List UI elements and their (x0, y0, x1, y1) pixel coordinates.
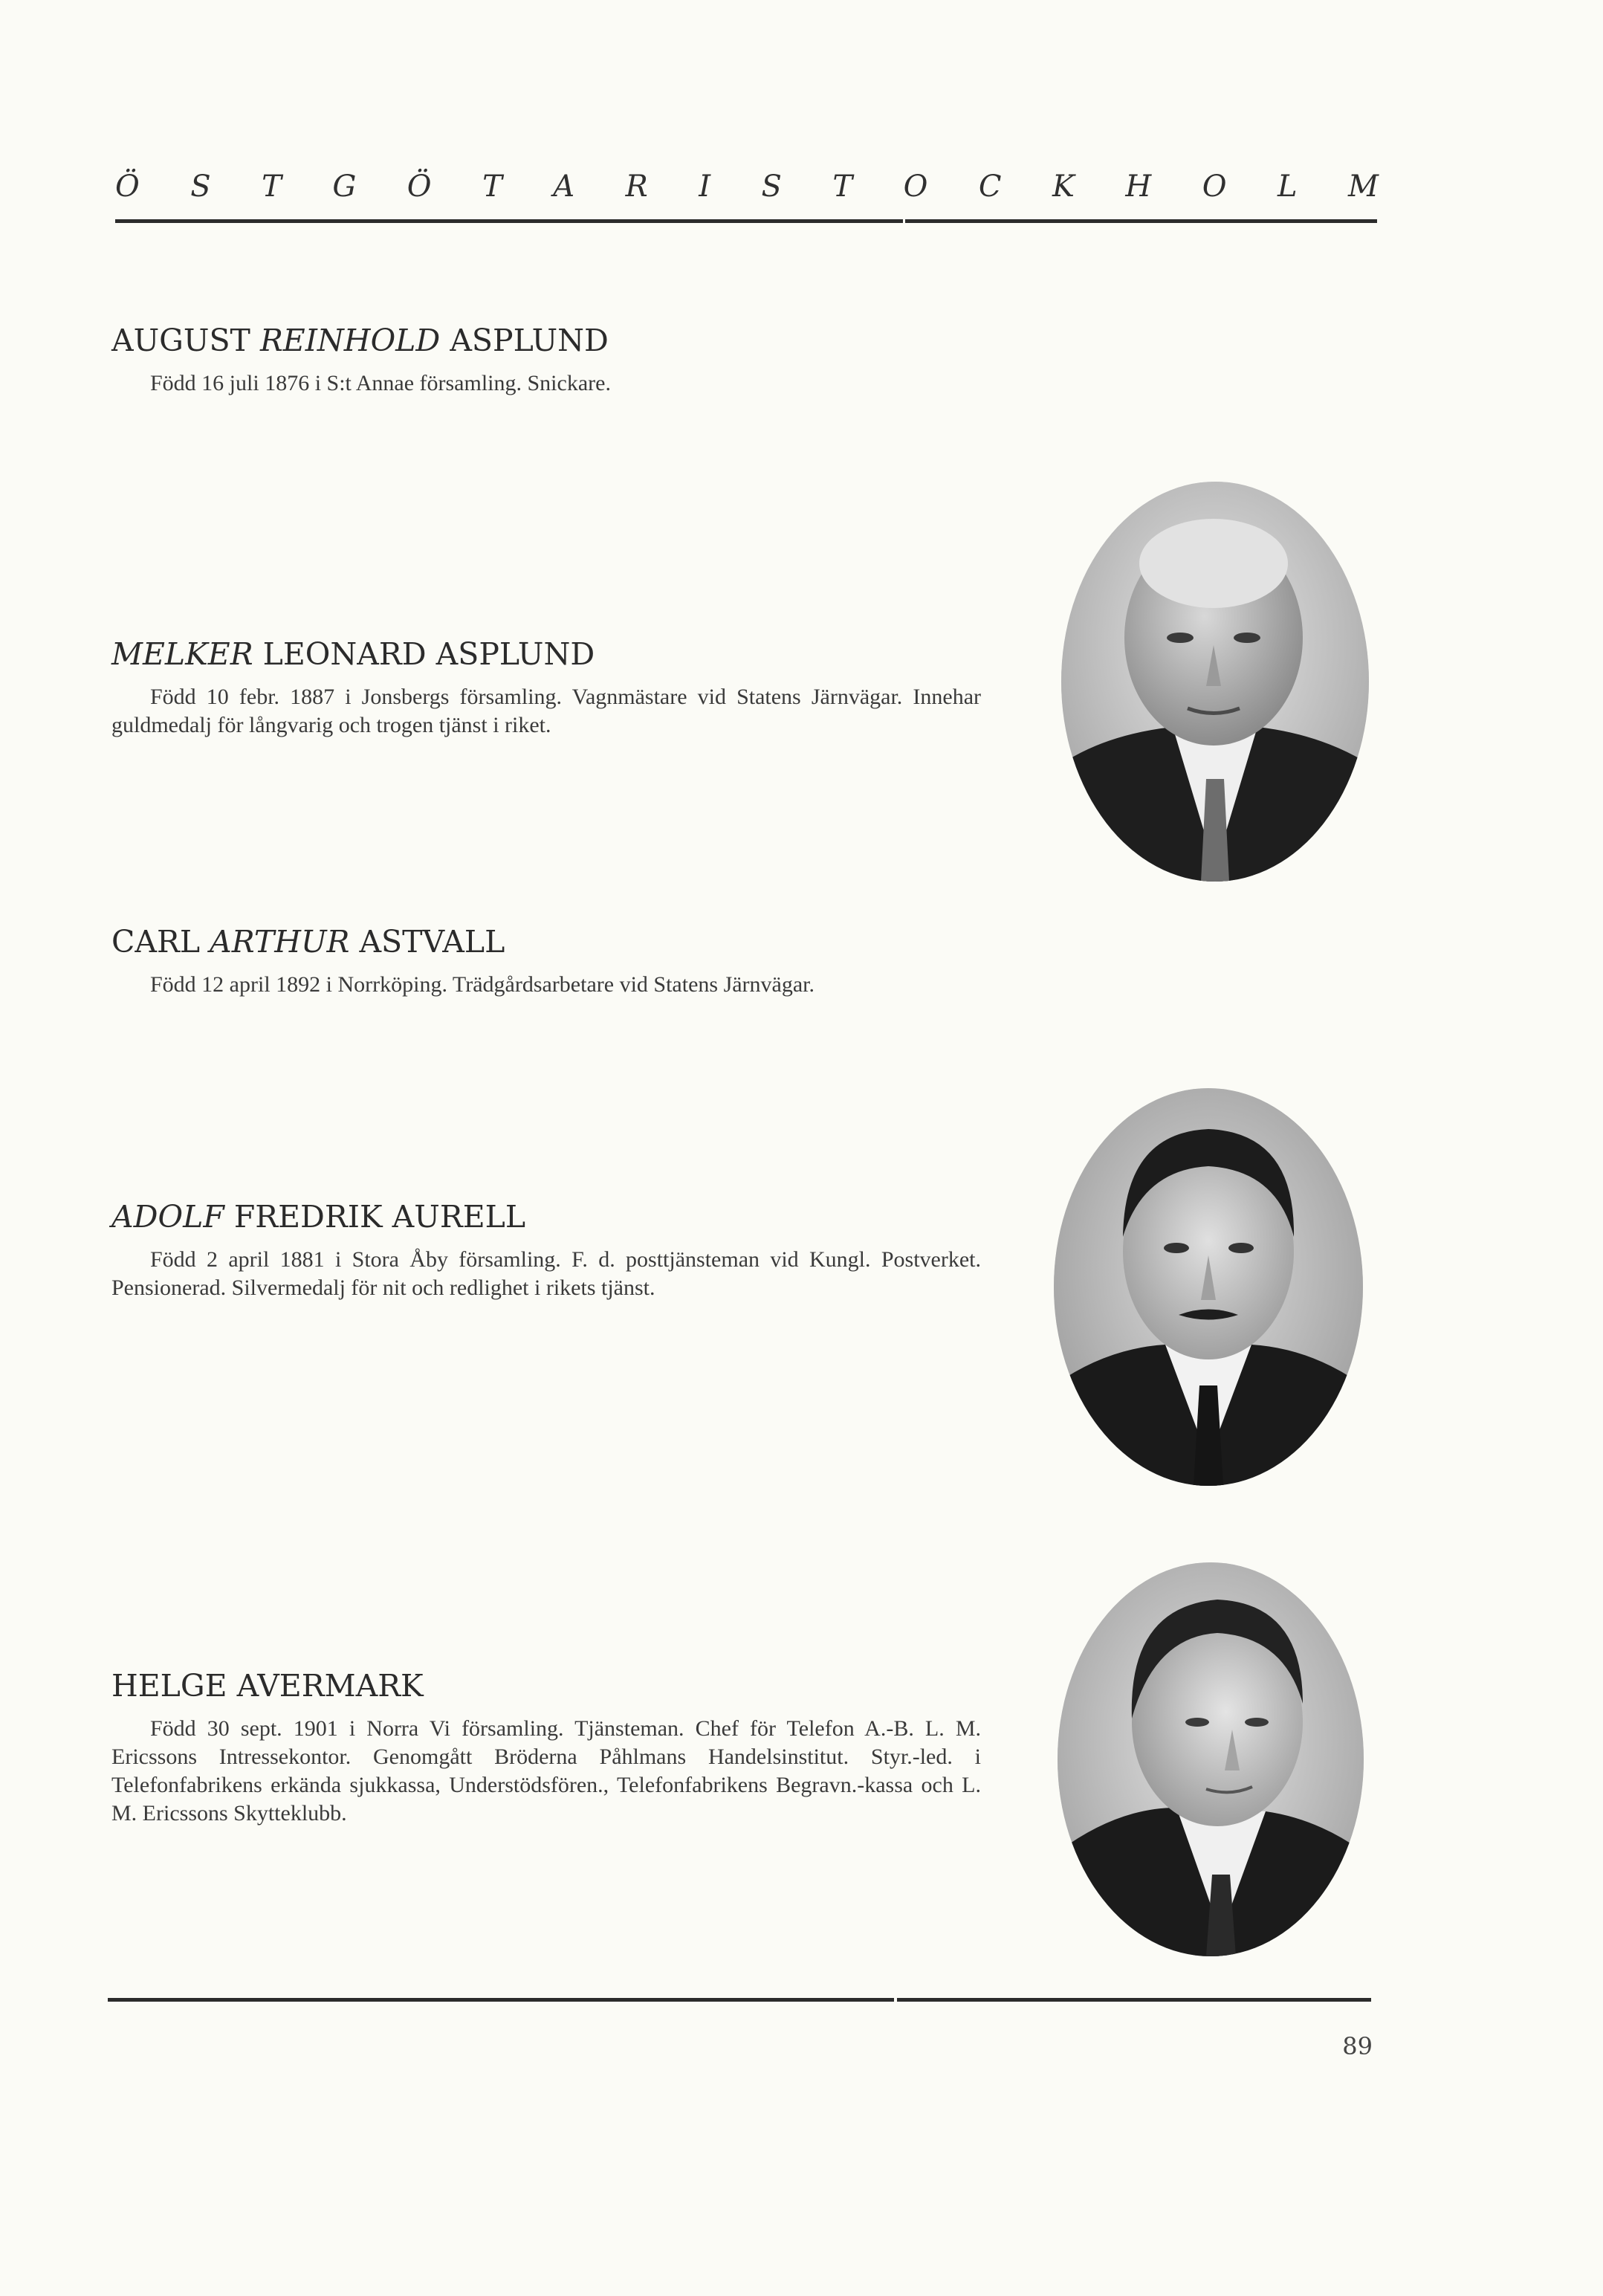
name-part: CARL (111, 924, 210, 960)
header-letter: R (625, 169, 648, 204)
header-letter: I (699, 169, 711, 204)
header-letter: G (332, 169, 357, 204)
header-letter: T (482, 169, 502, 204)
entry-name (111, 636, 981, 673)
entry-carl-arthur-astvall (111, 923, 981, 999)
name-part: HELGE AVERMARK (111, 1668, 424, 1704)
name-part: LEONARD ASPLUND (253, 636, 595, 672)
header-letter: T (832, 169, 853, 204)
header-letter: M (1348, 169, 1379, 204)
page-number: 89 (1342, 2032, 1373, 2060)
entry-melker-leonard-asplund (111, 636, 981, 740)
header-rule-right (905, 219, 1377, 223)
header-letter: Ö (407, 169, 432, 204)
name-part-italic: REINHOLD (259, 323, 441, 358)
header-rule-left (115, 219, 903, 223)
header-letter: O (903, 169, 928, 204)
header-letter: K (1052, 169, 1075, 204)
entry-helge-avermark (111, 1667, 981, 1828)
name-part-italic: ADOLF (111, 1199, 224, 1235)
entry-text: Född 2 april 1881 i Stora Åby församling. F. d. posttjänsteman vid Kungl. Postverket. Pensionerad. Silvermedalj för nit och redlighet i rikets tjänst. (111, 1247, 981, 1300)
header-letter: H (1125, 169, 1152, 204)
name-part: ASPLUND (440, 323, 609, 358)
entry-text: Född 12 april 1892 i Norrköping. Trädgårdsarbetare vid Statens Järnvägar. (150, 972, 815, 997)
entry-text: Född 30 sept. 1901 i Norra Vi församling. Tjänsteman. Chef för Telefon A.-B. L. M. Ericssons Intressekontor. Genomgått Bröderna Påhlmans Handelsinstitut. Styr.-led. i Telefonfabrikens erkända sjukkassa, Understödsfören., Telefonfabrikens Begravn.-kassa och L. M. Ericssons Skytteklubb. (111, 1716, 981, 1826)
header-letter: L (1277, 169, 1298, 204)
entry-adolf-fredrik-aurell (111, 1198, 981, 1302)
entry-august-reinhold-asplund (111, 322, 981, 398)
name-part-italic: MELKER (111, 636, 253, 672)
entry-text: Född 10 febr. 1887 i Jonsbergs församling. Vagnmästare vid Statens Järnvägar. Innehar guldmedalj för långvarig och trogen tjänst i riket. (111, 685, 981, 737)
footer-rule-right (897, 1998, 1371, 2002)
header-letter: Ö (115, 169, 140, 204)
name-part: ASTVALL (349, 924, 505, 960)
header-letter: O (1202, 169, 1227, 204)
name-part-italic: ARTHUR (210, 924, 350, 960)
entry-text: Född 16 juli 1876 i S:t Annae församling. Snickare. (150, 371, 611, 395)
header-letter: A (553, 169, 575, 204)
header-letter: C (978, 169, 1002, 204)
entry-name (111, 1198, 981, 1235)
header-letter: T (262, 169, 282, 204)
header-letter: S (190, 169, 211, 204)
footer-rule-left (108, 1998, 894, 2002)
entry-name (111, 322, 981, 359)
portrait-photo (1054, 1088, 1363, 1486)
header-letter: S (761, 169, 782, 204)
portrait-photo (1058, 1562, 1364, 1956)
name-part: AUGUST (111, 323, 260, 358)
entry-name (111, 1667, 981, 1704)
portrait-photo (1061, 482, 1369, 882)
name-part: FREDRIK AURELL (224, 1199, 526, 1235)
running-header (115, 169, 1379, 204)
entry-name (111, 923, 981, 960)
